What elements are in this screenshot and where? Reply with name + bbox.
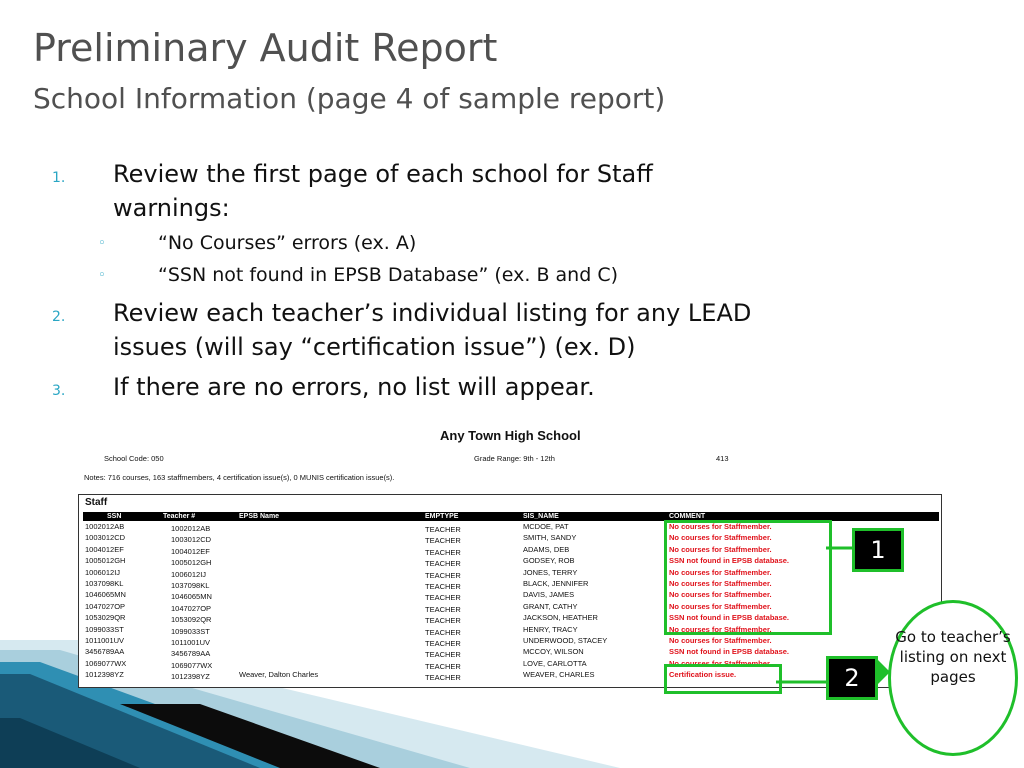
comment-cell: No courses for Staffmember. bbox=[669, 601, 772, 611]
table-cell: 1037098KL bbox=[85, 579, 124, 588]
table-cell: 1069077WX bbox=[171, 660, 213, 670]
sub-list-item: “No Courses” errors (ex. A) bbox=[158, 232, 417, 254]
table-cell: GODSEY, ROB bbox=[523, 556, 575, 566]
table-cell: 1046065MN bbox=[171, 592, 212, 602]
grade-range: Grade Range: 9th - 12th bbox=[474, 454, 555, 463]
table-cell: MCCOY, WILSON bbox=[523, 647, 584, 657]
table-cell: WEAVER, CHARLES bbox=[523, 670, 595, 680]
column-header: Teacher # bbox=[161, 512, 237, 521]
table-cell: DAVIS, JAMES bbox=[523, 590, 575, 600]
table-cell: 1004012EF bbox=[171, 546, 210, 556]
table-cell: TEACHER bbox=[425, 536, 461, 546]
column-header: SSN bbox=[83, 512, 161, 521]
comment-cell: Certification issue. bbox=[669, 670, 737, 680]
table-cell: Weaver, Dalton Charles bbox=[239, 670, 319, 680]
comment-cell: SSN not found in EPSB database. bbox=[669, 556, 790, 566]
table-cell: 1011001UV bbox=[171, 638, 211, 647]
table-cell: 1047027OP bbox=[85, 601, 126, 611]
table-cell: 1099033ST bbox=[171, 626, 210, 636]
table-cell: 1002012AB bbox=[171, 524, 211, 533]
comment-cell: No courses for Staffmember. bbox=[669, 636, 772, 645]
list-number: 2. bbox=[52, 309, 66, 325]
table-cell: TEACHER bbox=[425, 593, 461, 603]
table-cell: TEACHER bbox=[425, 627, 461, 637]
table-cell: 1005012GH bbox=[85, 556, 126, 566]
comment-cell: No courses for Staffmember. bbox=[669, 522, 772, 531]
callout-label-1: 1 bbox=[852, 528, 904, 572]
table-cell: HENRY, TRACY bbox=[523, 624, 578, 634]
list-item-line: Review the first page of each school for Staff bbox=[113, 160, 653, 188]
table-cell: 1053092QR bbox=[171, 615, 212, 625]
table-cell: SMITH, SANDY bbox=[523, 533, 577, 543]
table-cell: 1006012IJ bbox=[85, 567, 121, 577]
table-cell: JONES, TERRY bbox=[523, 567, 578, 577]
table-cell: TEACHER bbox=[425, 661, 461, 671]
table-cell: 3456789AA bbox=[85, 647, 125, 657]
table-cell: UNDERWOOD, STACEY bbox=[523, 636, 608, 645]
table-cell: JACKSON, HEATHER bbox=[523, 613, 598, 623]
table-cell: 1012398YZ bbox=[85, 670, 124, 680]
callout-label-2: 2 bbox=[826, 656, 878, 700]
column-header: EMPTYPE bbox=[423, 512, 521, 521]
page-title: Preliminary Audit Report bbox=[33, 26, 498, 70]
table-cell: GRANT, CATHY bbox=[523, 601, 578, 611]
comment-cell: No courses for Staffmember. bbox=[669, 567, 772, 577]
comment-cell: SSN not found in EPSB database. bbox=[669, 613, 790, 623]
table-cell: TEACHER bbox=[425, 582, 461, 591]
comment-cell: No courses for Staffmember. bbox=[669, 624, 772, 634]
sub-bullet-icon: ◦ bbox=[98, 268, 106, 283]
callout-bubble bbox=[888, 600, 1018, 756]
table-cell: TEACHER bbox=[425, 673, 461, 683]
table-cell: TEACHER bbox=[425, 547, 461, 557]
sub-list-item: “SSN not found in EPSB Database” (ex. B and C) bbox=[158, 264, 618, 286]
school-name: Any Town High School bbox=[440, 428, 581, 443]
table-cell: ADAMS, DEB bbox=[523, 544, 570, 554]
table-cell: 1005012GH bbox=[171, 558, 212, 568]
code-number: 413 bbox=[716, 454, 729, 463]
table-cell: 1099033ST bbox=[85, 624, 124, 634]
table-cell: 1046065MN bbox=[85, 590, 126, 600]
table-cell: 1069077WX bbox=[85, 658, 127, 668]
table-cell: 1011001UV bbox=[85, 636, 125, 645]
table-cell: TEACHER bbox=[425, 559, 461, 569]
list-item-line: issues (will say “certification issue”) (ex. D) bbox=[113, 333, 636, 361]
table-cell: 1012398YZ bbox=[171, 672, 210, 682]
sub-bullet-icon: ◦ bbox=[98, 236, 106, 251]
comment-cell: No courses for Staffmember. bbox=[669, 544, 772, 554]
table-cell: 1037098KL bbox=[171, 581, 210, 590]
list-item-line: If there are no errors, no list will appear. bbox=[113, 373, 595, 401]
table-cell: TEACHER bbox=[425, 650, 461, 660]
callout-text: Go to teacher’s listing on next pages bbox=[895, 628, 1011, 686]
table-cell: MCDOE, PAT bbox=[523, 522, 569, 531]
page-subtitle: School Information (page 4 of sample report) bbox=[33, 82, 666, 115]
comment-cell: SSN not found in EPSB database. bbox=[669, 647, 790, 657]
table-cell: LOVE, CARLOTTA bbox=[523, 658, 587, 668]
staff-heading: Staff bbox=[85, 497, 108, 508]
column-header: EPSB Name bbox=[237, 512, 423, 521]
report-notes: Notes: 716 courses, 163 staffmembers, 4 certification issue(s), 0 MUNIS certification issue(s). bbox=[84, 473, 395, 482]
table-cell: 1053029QR bbox=[85, 613, 126, 623]
list-number: 1. bbox=[52, 170, 66, 186]
table-cell: 1003012CD bbox=[171, 535, 212, 545]
comment-cell: No courses for Staffmember. bbox=[669, 590, 772, 600]
table-cell: 1002012AB bbox=[85, 522, 125, 531]
column-header: COMMENT bbox=[667, 512, 939, 521]
table-cell: 1047027OP bbox=[171, 603, 212, 613]
table-cell: 3456789AA bbox=[171, 649, 211, 659]
table-cell: 1004012EF bbox=[85, 544, 124, 554]
school-code: School Code: 050 bbox=[104, 454, 164, 463]
table-cell: TEACHER bbox=[425, 639, 461, 648]
table-cell: TEACHER bbox=[425, 525, 461, 534]
list-number: 3. bbox=[52, 383, 66, 399]
column-header: SIS_NAME bbox=[521, 512, 667, 521]
comment-cell: No courses for Staffmember. bbox=[669, 658, 772, 668]
table-cell: TEACHER bbox=[425, 604, 461, 614]
table-cell: TEACHER bbox=[425, 570, 461, 580]
table-cell: 1003012CD bbox=[85, 533, 126, 543]
table-cell: TEACHER bbox=[425, 616, 461, 626]
list-item-line: warnings: bbox=[113, 194, 230, 222]
comment-cell: No courses for Staffmember. bbox=[669, 579, 772, 588]
table-cell: BLACK, JENNIFER bbox=[523, 579, 589, 588]
table-cell: 1006012IJ bbox=[171, 569, 207, 579]
list-item-line: Review each teacher’s individual listing for any LEAD bbox=[113, 299, 752, 327]
comment-cell: No courses for Staffmember. bbox=[669, 533, 772, 543]
